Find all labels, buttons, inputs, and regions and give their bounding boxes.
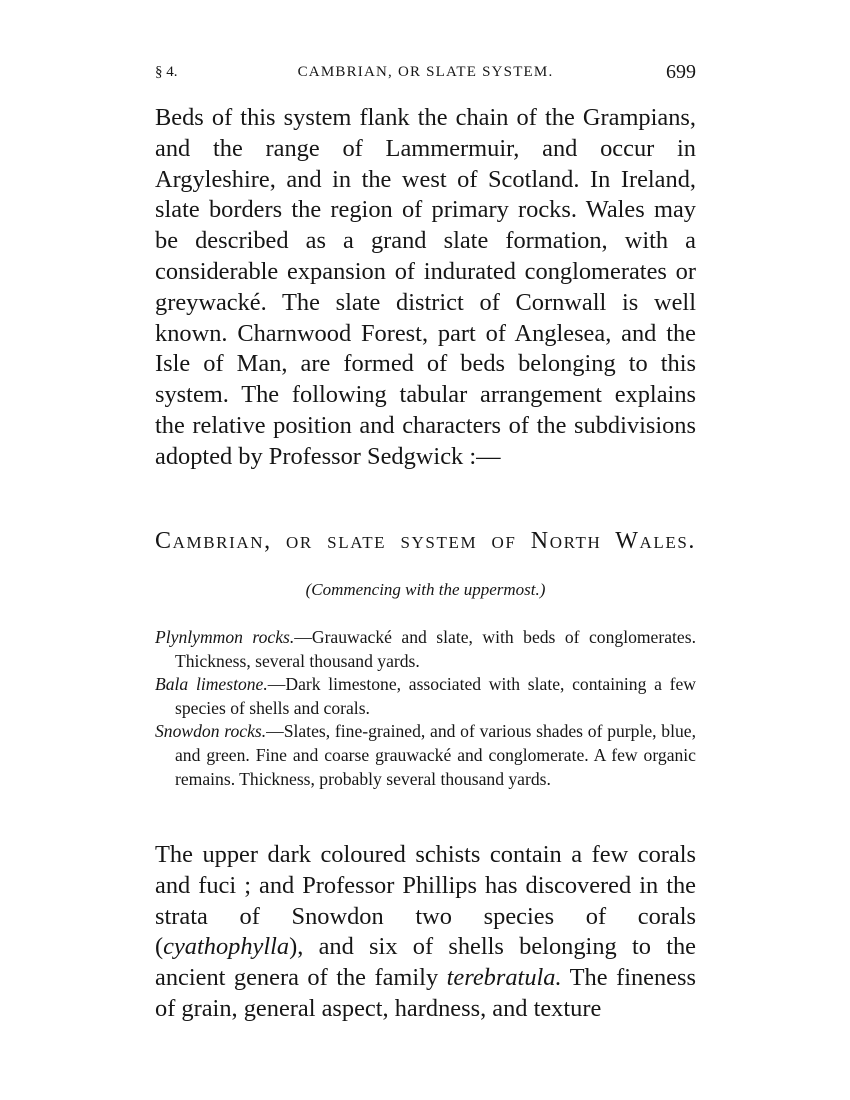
subdivision-list [155, 626, 696, 791]
subdivision-term: Snowdon rocks. [155, 721, 267, 742]
subdivision-description: —Grauwacké and slate, with beds of conglomerates. Thickness, several thousand yards. [175, 627, 696, 671]
subdivision-term: Bala limestone. [155, 674, 268, 695]
page-number: 699 [666, 61, 696, 83]
paragraph-text: ), and six of shells belonging to the ancient genera of the family [155, 933, 696, 992]
list-item [155, 626, 696, 673]
subdivision-description: —Dark limestone, associated with slate, containing a few species of shells and corals. [175, 674, 696, 718]
body-paragraph-intro: Beds of this system flank the chain of the Grampians, and the range of Lammermuir, and occur in Argyleshire, and in the west of Scotland. In Ireland, slate borders the region of primary rocks. Wales may be described as a grand slate formation, with a considerable expansion of indurated conglomerates or greywacké. The slate district of Cornwall is well known. Charnwood Forest, part of Anglesea, and the Isle of Man, are formed of beds belonging to this system. The following tabular arrangement explains the relative position and characters of the subdivisions adopted by Professor Sedgwick :— [155, 104, 696, 470]
subdivision-description: —Slates, fine-grained, and of various shades of purple, blue, and green. Fine and coarse grauwacké and conglomerate. A few organic remains. Thickness, probably several thousand yards. [175, 721, 696, 789]
list-item [155, 673, 696, 720]
italic-term: cyathophylla [163, 933, 290, 961]
list-item [155, 720, 696, 791]
paragraph-text: The fineness of grain, general aspect, hardness, and texture [155, 964, 696, 1022]
paragraph-text: The upper dark coloured schists contain a few corals and fuci ; and Professor Phillips has discovered in the strata of Snowdon two species of corals ( [155, 841, 696, 961]
italic-term: terebratula. [446, 964, 562, 992]
table-heading: Cambrian, or slate system of North Wales. [155, 528, 696, 554]
table-subheading: (Commencing with the uppermost.) [305, 580, 546, 599]
section-number: § 4. [155, 64, 178, 80]
running-title: CAMBRIAN, OR SLATE SYSTEM. [297, 64, 554, 80]
running-header [155, 62, 696, 88]
body-paragraph-fossils [155, 840, 696, 1025]
subdivision-term: Plynlymmon rocks. [155, 627, 295, 647]
